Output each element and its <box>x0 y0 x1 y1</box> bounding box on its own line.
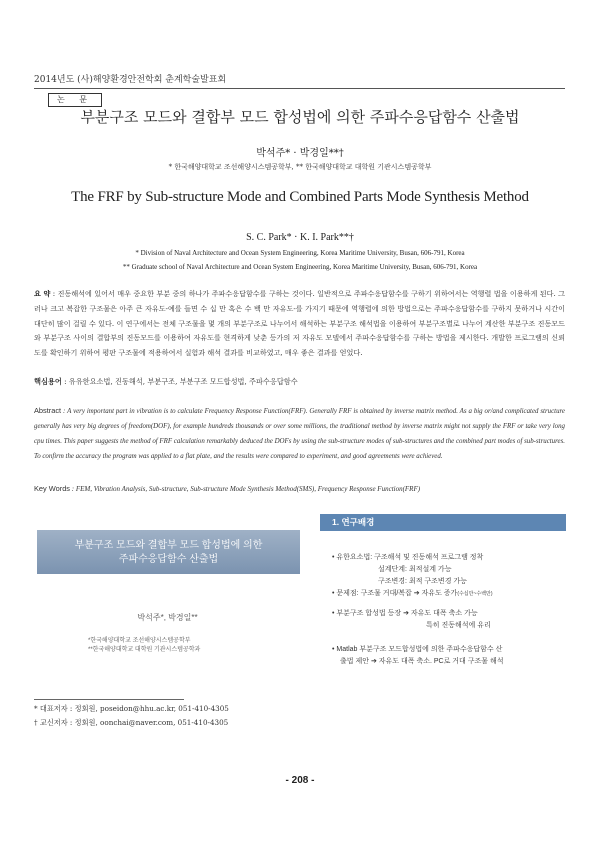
page-number: - 208 - <box>285 775 315 786</box>
english-keywords-text: : FEM, Vibration Analysis, Sub-structure, Sub-structure Mode Synthesis Method(SMS), Frequency Response Function(FRF) <box>71 485 421 493</box>
bullet-problem <box>332 588 493 598</box>
bullet-matlab: • Matlab 부분구조 모드합성법에 의한 주파수응답함수 산 <box>332 646 503 653</box>
english-abstract-text: : A very important part in vibration is to calculate Frequency Response Function(FRF). Generally FRF is obtained by inverse matrix method. As a big or/and complicated structure generally has very big degrees of freedom(DOF), for example hundreds thousands or over some millions, the traditional method by inverse matrix might not supply the FRF or take very long cpu times. This paper suggests the method of FRF calculation remarkably deduced the DOFs by using the sub-structure modes of sub-structures and the combined part modes of sub-structures. To confirm the accuracy the program was applied to a flat plate, and the results were compared to experiment, and good agreements were achieved. <box>34 408 565 460</box>
slide-affiliation-1: *한국해양대학교 조선해양시스템공학부 <box>88 638 191 644</box>
english-affiliation-1: * Division of Naval Architecture and Ocean System Engineering, Korea Maritime University, Busan, 606-791, Korea <box>135 249 465 257</box>
korean-title: 부분구조 모드와 결합부 모드 합성법에 의한 주파수응답함수 산출법 <box>80 108 520 126</box>
korean-keywords-label: 핵심용어 <box>34 377 62 386</box>
bullet-fem-modify: 구조변경: 최적 구조변경 가능 <box>378 578 467 585</box>
korean-abstract-label: 요 약 <box>34 289 51 298</box>
section-heading: 1. 연구배경 <box>332 517 375 527</box>
footnote-rule <box>34 699 184 700</box>
slide-authors: 박석주*, 박경일** <box>137 613 198 622</box>
slide-title-line-1: 부분구조 모드와 결합부 모드 합성법에 의한 <box>74 540 263 551</box>
bullet-matlab-cont: 출법 제안 ➔ 자유도 대폭 축소. PC로 거대 구조물 해석 <box>340 658 504 665</box>
english-authors: S. C. Park* · K. I. Park**† <box>246 232 354 243</box>
korean-abstract <box>34 287 565 361</box>
korean-authors: 박석주* · 박경일**† <box>256 148 344 159</box>
slide-affiliation-2: **한국해양대학교 대학원 기관시스템공학과 <box>88 647 201 653</box>
slide-title-line-2: 주파수응답함수 산출법 <box>118 554 219 565</box>
article-type-badge: 논 문 <box>48 93 102 107</box>
bullet-problem-text: • 문제점: 구조물 거대/복잡 ➔ 자유도 증가 <box>332 590 458 597</box>
english-abstract <box>34 403 565 464</box>
korean-affiliation: * 한국해양대학교 조선해양시스템공학부, ** 한국해양대학교 대학원 기관시스템공학부 <box>168 163 432 171</box>
english-keywords-label: Key Words <box>34 484 71 493</box>
english-title: The FRF by Sub-structure Mode and Combined Parts Mode Synthesis Method <box>71 189 529 205</box>
bullet-fem-design: 설계단계: 최적설계 가능 <box>378 566 452 573</box>
english-affiliation-2: ** Graduate school of Naval Architecture and Ocean System Engineering, Korea Maritime University, Busan, 606-791, Korea <box>122 263 478 271</box>
english-keywords <box>34 484 420 493</box>
bullet-substructure: • 부분구조 합성법 등장 ➔ 자유도 대폭 축소 가능 <box>332 610 478 617</box>
korean-keywords <box>34 377 298 387</box>
bullet-substructure-note: 특히 진동해석에 유리 <box>426 622 491 629</box>
footnote-corresponding-author: † 교신저자 : 정회원, oonchai@naver.com, 051-410-4305 <box>34 718 229 727</box>
english-abstract-label: Abstract <box>34 406 62 415</box>
bullet-fem: • 유한요소법: 구조해석 및 진동해석 프로그램 정착 <box>332 554 484 561</box>
conference-header: 2014년도 (사)해양환경안전학회 춘계학술발표회 <box>34 75 227 85</box>
korean-keywords-text: : 유유한요소법, 진동해석, 부분구조, 부분구조 모드합성법, 주파수응답함수 <box>64 377 298 386</box>
header-rule <box>34 88 565 89</box>
bullet-problem-note: (수십만~수백만) <box>457 591 493 597</box>
korean-abstract-text: : 진동해석에 있어서 매우 중요한 부분 중의 하나가 주파수응답함수를 구하는 것이다. 일반적으로 주파수응답함수를 구하기 위하여서는 역행렬 법을 이용하게 된다. 그러나 크고 복잡한 구조물은 아주 큰 자유도-예를 들면 수 십 만 혹은 수 백 만 자유도-를 가지기 때문에 역행렬에 의한 방법으로는 주파수응답함수를 구하지 못하거나 시간이 대단히 많이 걸릴 수 있다. 이 연구에서는 전체 구조물을 몇 개의 부분구조로 나누어서 해석하는 부분구조 해석법을 이용하여 부분구조별로 나누어 계산한 부분구조 진동모드와 부분구조 사이의 결합부의 진동모드를 이용하여 자유도를 현격하게 낮춘 등가의 저 자유도 모델에서 주파수응답함수를 구하는 방법을 제시한다. 개발한 프로그램의 신뢰도를 확인하기 위하여 평판 구조물에 적용하여서 실험과 해석 결과를 비교하였고, 매우 좋은 결과를 얻었다. <box>34 289 565 358</box>
footnote-first-author: * 대표저자 : 정회원, poseidon@hhu.ac.kr, 051-410-4305 <box>34 704 229 713</box>
